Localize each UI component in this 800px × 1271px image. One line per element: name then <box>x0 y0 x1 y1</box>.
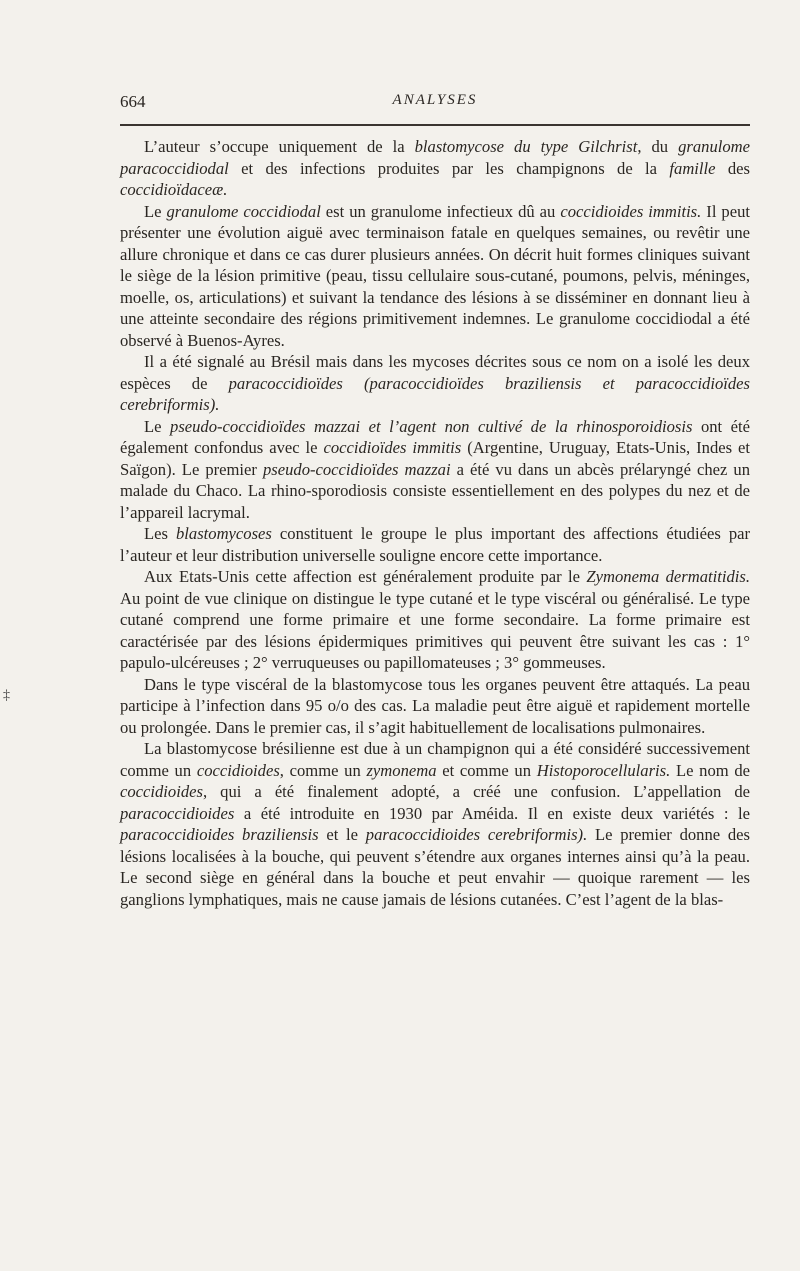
text-run: , qui a été finalement adopté, a créé une confusion. L’appellation de <box>202 782 750 801</box>
italic-text: paracoccidioides braziliensis <box>120 825 319 844</box>
text-run: Le nom de <box>670 760 751 780</box>
body-text <box>120 136 750 910</box>
paragraph <box>120 201 750 352</box>
text-run: Le <box>144 416 171 436</box>
italic-text: blastomycose du type Gilchrist <box>414 137 638 156</box>
paragraph <box>120 738 750 910</box>
text-run: des <box>715 158 750 178</box>
italic-text: blastomycoses <box>176 524 272 543</box>
italic-text: granulome coccidiodal <box>166 201 321 221</box>
italic-text: coccidioides <box>120 782 203 801</box>
text-run: a été vu dans un abcès prélaryngé chez un malade du Chaco. La rhino-sporodiosis consiste essentiellement en des polypes du nez et de l’appareil lacrymal. <box>120 459 751 522</box>
text-run: constituent le groupe le plus important des affections étudiées par l’auteur et leur distribution universelle souligne encore cette importance. <box>120 524 751 565</box>
text-run: Dans le type viscéral de la blastomycose tous les organes peuvent être attaqués. La peau participe à l’infection dans 95 o/o des cas. La maladie peut être aiguë et rapidement mortelle ou prolongée. Dans le premier cas, il s’agit habituellement de localisations pulmonaires. <box>120 674 750 737</box>
paragraph <box>120 351 750 416</box>
text-run: est un granulome infectieux dû au <box>320 201 561 221</box>
italic-text: granulome paracoccidiodal <box>120 137 750 178</box>
italic-text: zymonema <box>366 760 437 780</box>
paragraph <box>120 523 750 566</box>
running-title: ANALYSES <box>392 92 478 108</box>
text-run: ont été également confondus avec le <box>120 416 750 457</box>
header-rule <box>120 124 750 126</box>
text-run: Il a été signalé au Brésil mais dans les mycoses décrites sous ce nom on a isolé les deux espèces de <box>120 352 750 393</box>
text-run: Il peut présenter une évolution aiguë avec terminaison fatale en quelques semaines, ou revêtir une allure chronique et dans ce cas durer plusieurs années. On décrit huit formes cliniques suivant le siège de la lésion primitive (peau, tissu cellulaire sous-cutané, poumons, pelvis, méninges, moelle, os, articulations) et suivant la tendance des lésions à se disséminer en donnant lieu à une atteinte secondaire des régions primitivement indemnes. Le granulome coccidiodal a été observé à Buenos-Ayres. <box>120 201 750 350</box>
text-run: Les <box>144 524 176 543</box>
text-run: a été introduite en 1930 par Améida. Il en existe deux variétés : le <box>234 803 750 823</box>
text-run: et des infections produites par les champignons de la <box>228 158 670 178</box>
text-run: et comme un <box>436 760 537 780</box>
text-run: (Argentine, Uruguay, Etats-Unis, Indes et Saïgon). Le premier <box>120 438 751 479</box>
italic-text: coccidioïdes immitis <box>323 438 462 457</box>
text-run: L’auteur s’occupe uniquement de la <box>144 137 415 156</box>
text-run: Au point de vue clinique on distingue le type cutané et le type viscéral ou généralisé. Le type cutané comprend une forme primaire et une forme secondaire. La forme primaire est caractérisée par des lésions épidermiques primitives qui peuvent être suivant les cas : 1° papulo-ulcéreuses ; 2° verruqueuses ou papillomateuses ; 3° gommeuses. <box>120 588 750 672</box>
italic-text: famille <box>669 158 716 178</box>
page-header <box>120 92 750 116</box>
italic-text: coccidioides <box>196 760 280 780</box>
paragraph <box>120 416 750 524</box>
italic-text: pseudo-coccidioïdes mazzai <box>262 459 451 479</box>
italic-text: paracoccidioides <box>120 803 235 823</box>
text-run: , comme un <box>279 760 367 780</box>
text-run: Aux Etats-Unis cette affection est généralement produite par le <box>144 567 587 586</box>
italic-text: Zymonema dermatitidis. <box>586 567 750 586</box>
text-run: Le <box>144 201 167 221</box>
page-number: 664 <box>120 92 146 111</box>
paragraph <box>120 136 750 201</box>
italic-text: coccidioides immitis. <box>560 201 702 221</box>
italic-text: paracoccidioïdes (paracoccidioïdes braziliensis et paracoccidioïdes cerebriformis). <box>120 373 750 414</box>
paragraph <box>120 566 750 674</box>
text-run: La blastomycose brésilienne est due à un champignon qui a été considéré successivement comme un <box>120 739 750 780</box>
italic-text: paracoccidioides cerebriformis). <box>365 825 588 844</box>
text-run: , du <box>637 137 679 156</box>
text-run: et le <box>318 825 366 844</box>
text-run: Le premier donne des lésions localisées à la bouche, qui peuvent s’étendre aux organes internes ainsi qu’à la peau. Le second siège en général dans la bouche et peut envahir — quoique rarement — les ganglions lymphatiques, mais ne cause jamais de lésions cutanées. C’est l’agent de la blas- <box>120 825 751 909</box>
italic-text: Histoporocellularis. <box>536 760 671 780</box>
italic-text: coccidioïdaceæ. <box>120 180 228 199</box>
paragraph <box>120 674 750 739</box>
margin-mark: ‡ <box>3 688 10 703</box>
italic-text: pseudo-coccidioïdes mazzai et l’agent non cultivé de la rhinosporoidiosis <box>170 416 693 436</box>
